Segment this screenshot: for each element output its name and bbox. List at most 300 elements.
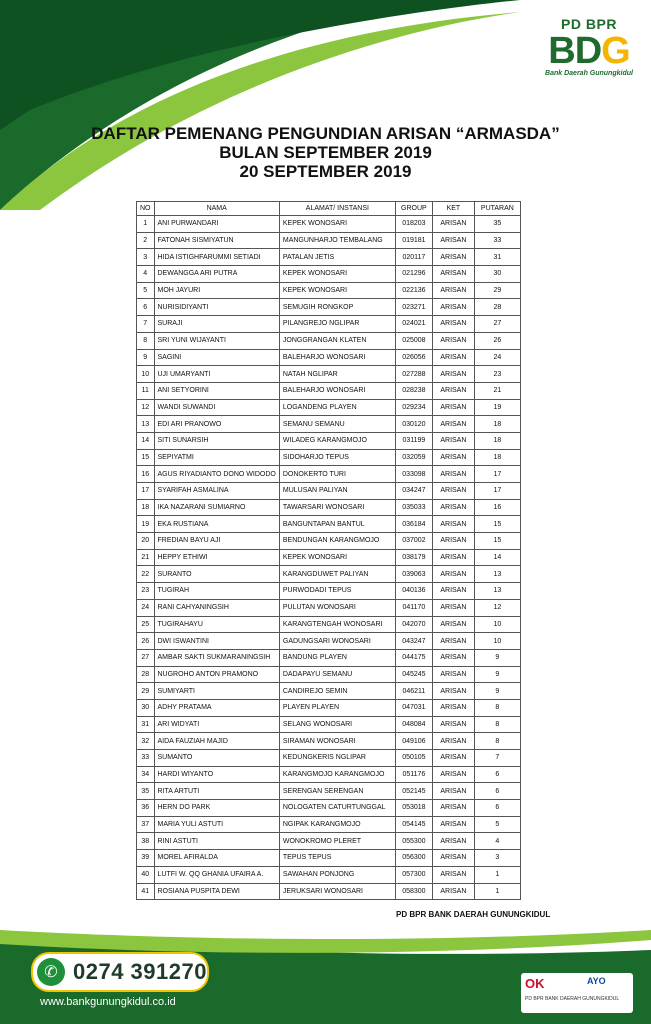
table-cell: KEDUNGKERIS NGLIPAR [279,750,395,767]
table-cell: ARISAN [432,332,474,349]
table-cell: SAWAHAN PONJONG [279,866,395,883]
table-cell: SURANTO [154,566,279,583]
table-cell: ARISAN [432,866,474,883]
table-row [137,399,521,416]
table-cell: DWI ISWANTINI [154,633,279,650]
table-cell: 044175 [395,649,432,666]
table-cell: 33 [474,232,520,249]
table-cell: 035033 [395,499,432,516]
table-cell: 25 [137,616,155,633]
table-row [137,266,521,283]
table-cell: IKA NAZARANI SUMIARNO [154,499,279,516]
table-cell: 023271 [395,299,432,316]
column-header: GROUP [395,202,432,216]
table-cell: 029234 [395,399,432,416]
table-cell: 20 [137,533,155,550]
table-cell: 16 [137,466,155,483]
table-cell: ARISAN [432,549,474,566]
table-cell: ARISAN [432,499,474,516]
table-cell: 052145 [395,783,432,800]
table-cell: 15 [474,533,520,550]
table-cell: 10 [474,633,520,650]
table-cell: ARISAN [432,466,474,483]
table-cell: 26 [474,332,520,349]
table-cell: 9 [137,349,155,366]
table-row [137,616,521,633]
table-cell: MANGUNHARJO TEMBALANG [279,232,395,249]
table-cell: 020117 [395,249,432,266]
table-cell: 5 [474,816,520,833]
table-cell: 050105 [395,750,432,767]
table-cell: 23 [137,583,155,600]
table-row [137,750,521,767]
table-cell: 30 [137,699,155,716]
winners-table [136,201,521,900]
phone-pill[interactable] [31,952,209,992]
table-cell: ARISAN [432,516,474,533]
table-cell: HIDA ISTIGHFARUMMI SETIADI [154,249,279,266]
table-cell: PULUTAN WONOSARI [279,599,395,616]
table-cell: 28 [474,299,520,316]
table-cell: DEWANGGA ARI PUTRA [154,266,279,283]
table-cell: 034247 [395,483,432,500]
table-cell: HARDI WIYANTO [154,766,279,783]
table-cell: KEPEK WONOSARI [279,282,395,299]
table-cell: 10 [474,616,520,633]
table-cell: 13 [474,566,520,583]
table-row [137,382,521,399]
table-cell: LOGANDENG PLAYEN [279,399,395,416]
table-row [137,649,521,666]
table-row [137,800,521,817]
title-line-3: 20 SEPTEMBER 2019 [239,162,412,181]
table-cell: WILADEG KARANGMOJO [279,432,395,449]
table-cell: 038179 [395,549,432,566]
table-cell: 18 [137,499,155,516]
table-cell: 046211 [395,683,432,700]
table-cell: NUGROHO ANTON PRAMONO [154,666,279,683]
table-cell: ANI PURWANDARI [154,216,279,233]
table-cell: 018203 [395,216,432,233]
table-cell: ARISAN [432,633,474,650]
table-cell: ARISAN [432,883,474,900]
ojk-caption: PD BPR BANK DAERAH GUNUNGKIDUL [525,996,620,1002]
table-row [137,699,521,716]
table-row [137,416,521,433]
table-cell: MOREL AFIRALDA [154,850,279,867]
table-cell: TEPUS TEPUS [279,850,395,867]
table-cell: 18 [474,416,520,433]
table-cell: ARISAN [432,683,474,700]
table-cell: HEPPY ETHIWI [154,549,279,566]
table-cell: 38 [137,833,155,850]
table-row [137,816,521,833]
table-cell: KARANGMOJO KARANGMOJO [279,766,395,783]
ayo-bank-logo: AYO [587,976,606,986]
table-cell: 8 [474,699,520,716]
table-cell: ARISAN [432,750,474,767]
table-cell: ARISAN [432,382,474,399]
table-cell: 045245 [395,666,432,683]
table-cell: 9 [474,666,520,683]
table-cell: 31 [474,249,520,266]
logo-subtitle: Bank Daerah Gunungkidul [545,70,633,77]
table-cell: ARISAN [432,583,474,600]
table-cell: ARISAN [432,833,474,850]
table-cell: PLAYEN PLAYEN [279,699,395,716]
table-cell: SUMANTO [154,750,279,767]
table-cell: 21 [474,382,520,399]
table-cell: FREDIAN BAYU AJI [154,533,279,550]
table-cell: SEMUGIH RONGKOP [279,299,395,316]
table-cell: 40 [137,866,155,883]
table-cell: SRI YUNI WIJAYANTI [154,332,279,349]
logo-mark [539,32,639,70]
table-cell: BANDUNG PLAYEN [279,649,395,666]
table-cell: BALEHARJO WONOSARI [279,382,395,399]
table-cell: RITA ARTUTI [154,783,279,800]
table-cell: 35 [474,216,520,233]
table-cell: 24 [474,349,520,366]
table-row [137,449,521,466]
table-cell: AGUS RIYADIANTO DONO WIDODO [154,466,279,483]
table-cell: 8 [137,332,155,349]
table-cell: ARISAN [432,533,474,550]
table-cell: ADHY PRATAMA [154,699,279,716]
table-cell: 16 [474,499,520,516]
table-cell: PURWODADI TEPUS [279,583,395,600]
table-cell: 29 [474,282,520,299]
table-cell: FATONAH SISMIYATUN [154,232,279,249]
table-row [137,566,521,583]
table-cell: BALEHARJO WONOSARI [279,349,395,366]
table-row [137,666,521,683]
logo-letter-g: G [601,30,630,72]
table-cell: 33 [137,750,155,767]
table-cell: KEPEK WONOSARI [279,549,395,566]
table-cell: ARISAN [432,483,474,500]
table-cell: ROSIANA PUSPITA DEWI [154,883,279,900]
table-cell: 32 [137,733,155,750]
table-cell: SUMIYARTI [154,683,279,700]
table-cell: JONGGRANGAN KLATEN [279,332,395,349]
table-cell: 025008 [395,332,432,349]
table-row [137,599,521,616]
table-cell: 6 [474,783,520,800]
table-cell: 049106 [395,733,432,750]
table-cell: 12 [474,599,520,616]
table-cell: ARISAN [432,349,474,366]
table-cell: 23 [474,366,520,383]
table-cell: 9 [474,683,520,700]
table-cell: 036184 [395,516,432,533]
table-cell: SELANG WONOSARI [279,716,395,733]
table-cell: 4 [137,266,155,283]
table-row [137,232,521,249]
table-cell: TUGIRAH [154,583,279,600]
table-cell: TUGIRAHAYU [154,616,279,633]
column-header: KET [432,202,474,216]
table-cell: 047031 [395,699,432,716]
table-row [137,466,521,483]
table-cell: ARISAN [432,249,474,266]
table-cell: BENDUNGAN KARANGMOJO [279,533,395,550]
table-cell: NURISIDIYANTI [154,299,279,316]
table-cell: 30 [474,266,520,283]
table-cell: WANDI SUWANDI [154,399,279,416]
table-cell: ARISAN [432,599,474,616]
table-cell: AMBAR SAKTI SUKMARANINGSIH [154,649,279,666]
table-cell: 1 [474,866,520,883]
table-cell: 043247 [395,633,432,650]
table-cell: ARISAN [432,649,474,666]
table-cell: 35 [137,783,155,800]
table-cell: 15 [474,516,520,533]
table-cell: ARISAN [432,299,474,316]
table-cell: SAGINI [154,349,279,366]
table-cell: 041170 [395,599,432,616]
table-cell: ARISAN [432,850,474,867]
table-cell: 024021 [395,316,432,333]
table-cell: PATALAN JETIS [279,249,395,266]
table-cell: ARISAN [432,666,474,683]
table-cell: 026056 [395,349,432,366]
table-cell: 18 [474,449,520,466]
table-row [137,332,521,349]
table-cell: 027288 [395,366,432,383]
table-cell: 19 [474,399,520,416]
table-cell: SYARIFAH ASMALINA [154,483,279,500]
table-cell: 12 [137,399,155,416]
table-cell: 7 [474,750,520,767]
table-cell: 29 [137,683,155,700]
table-row [137,583,521,600]
table-cell: 8 [474,716,520,733]
table-cell: EKA RUSTIANA [154,516,279,533]
table-cell: UJI UMARYANTI [154,366,279,383]
table-cell: MULUSAN PALIYAN [279,483,395,500]
table-row [137,432,521,449]
table-cell: 18 [474,432,520,449]
table-cell: JERUKSARI WONOSARI [279,883,395,900]
table-cell: AIDA FAUZIAH MAJID [154,733,279,750]
table-cell: 22 [137,566,155,583]
table-cell: 34 [137,766,155,783]
phone-number: 0274 391270 [73,959,207,984]
table-cell: 11 [137,382,155,399]
table-cell: 030120 [395,416,432,433]
table-cell: PILANGREJO NGLIPAR [279,316,395,333]
table-cell: 056300 [395,850,432,867]
table-cell: 042070 [395,616,432,633]
table-cell: KARANGDUWET PALIYAN [279,566,395,583]
table-row [137,533,521,550]
table-cell: ANI SETYORINI [154,382,279,399]
table-cell: ARISAN [432,282,474,299]
table-cell: 31 [137,716,155,733]
table-row [137,483,521,500]
table-cell: WONOKROMO PLERET [279,833,395,850]
table-cell: 36 [137,800,155,817]
table-cell: 27 [137,649,155,666]
table-cell: ARISAN [432,316,474,333]
table-cell: RINI ASTUTI [154,833,279,850]
table-body [137,216,521,900]
table-cell: 040136 [395,583,432,600]
table-cell: 033098 [395,466,432,483]
table-cell: KARANGTENGAH WONOSARI [279,616,395,633]
table-cell: 055300 [395,833,432,850]
table-row [137,516,521,533]
column-header: NAMA [154,202,279,216]
table-row [137,716,521,733]
table-cell: 3 [137,249,155,266]
title-line-2: BULAN SEPTEMBER 2019 [219,143,432,162]
table-cell: 053018 [395,800,432,817]
table-cell: SEPIYATMI [154,449,279,466]
table-cell: 021296 [395,266,432,283]
table-cell: 14 [474,549,520,566]
table-cell: 022136 [395,282,432,299]
table-cell: KEPEK WONOSARI [279,216,395,233]
table-row [137,633,521,650]
logo-top-text: PD BPR [561,16,617,32]
table-cell: SITI SUNARSIH [154,432,279,449]
table-cell: 17 [137,483,155,500]
table-cell: 5 [137,282,155,299]
table-cell: 039063 [395,566,432,583]
table-cell: DADAPAYU SEMANU [279,666,395,683]
table-row [137,833,521,850]
table-cell: ARI WIDYATI [154,716,279,733]
table-cell: KEPEK WONOSARI [279,266,395,283]
table-row [137,683,521,700]
table-cell: ARISAN [432,800,474,817]
table-cell: ARISAN [432,449,474,466]
table-row [137,282,521,299]
table-cell: GADUNGSARI WONOSARI [279,633,395,650]
table-cell: 10 [137,366,155,383]
table-cell: 26 [137,633,155,650]
table-cell: LUTFI W. QQ GHANIA UFAIRA A. [154,866,279,883]
table-row [137,783,521,800]
table-cell: MARIA YULI ASTUTI [154,816,279,833]
column-header: ALAMAT/ INSTANSI [279,202,395,216]
website-link[interactable]: www.bankgunungkidul.co.id [40,996,176,1008]
table-cell: SURAJI [154,316,279,333]
table-cell: HERN DO PARK [154,800,279,817]
table-cell: 13 [137,416,155,433]
table-cell: SERENGAN SERENGAN [279,783,395,800]
table-row [137,883,521,900]
table-cell: 15 [137,449,155,466]
table-cell: 4 [474,833,520,850]
table-cell: 2 [137,232,155,249]
table-cell: 19 [137,516,155,533]
table-cell: MOH JAYURI [154,282,279,299]
document-title [0,124,651,181]
table-cell: RANI CAHYANINGSIH [154,599,279,616]
table-cell: 032059 [395,449,432,466]
table-cell: 14 [137,432,155,449]
table-cell: 054145 [395,816,432,833]
table-row [137,349,521,366]
table-cell: ARISAN [432,699,474,716]
table-cell: 6 [474,800,520,817]
table-cell: BANGUNTAPAN BANTUL [279,516,395,533]
bank-logo [539,16,639,77]
table-cell: 28 [137,666,155,683]
table-cell: 3 [474,850,520,867]
logo-letters-bd: BD [548,30,602,72]
table-cell: ARISAN [432,432,474,449]
table-cell: 13 [474,583,520,600]
table-row [137,249,521,266]
table-cell: 37 [137,816,155,833]
table-cell: ARISAN [432,416,474,433]
table-cell: 6 [137,299,155,316]
table-cell: SEMANU SEMANU [279,416,395,433]
table-cell: 39 [137,850,155,867]
table-row [137,766,521,783]
table-cell: TAWARSARI WONOSARI [279,499,395,516]
title-line-1: DAFTAR PEMENANG PENGUNDIAN ARISAN “ARMASDA” [91,124,560,143]
table-cell: ARISAN [432,716,474,733]
table-cell: ARISAN [432,616,474,633]
table-cell: 27 [474,316,520,333]
table-cell: ARISAN [432,766,474,783]
table-cell: DONOKERTO TURI [279,466,395,483]
table-row [137,316,521,333]
table-row [137,850,521,867]
table-cell: 17 [474,466,520,483]
table-cell: ARISAN [432,266,474,283]
table-cell: NATAH NGLIPAR [279,366,395,383]
table-cell: 41 [137,883,155,900]
table-cell: ARISAN [432,566,474,583]
table-cell: SIDOHARJO TEPUS [279,449,395,466]
table-cell: 1 [137,216,155,233]
signatory: PD BPR BANK DAERAH GUNUNGKIDUL [396,910,551,919]
table-cell: ARISAN [432,816,474,833]
table-cell: NGIPAK KARANGMOJO [279,816,395,833]
table-cell: 019181 [395,232,432,249]
ojk-logo: OK [525,976,545,991]
table-cell: 17 [474,483,520,500]
table-header-row [137,202,521,216]
table-cell: 21 [137,549,155,566]
table-cell: ARISAN [432,216,474,233]
table-row [137,499,521,516]
table-row [137,299,521,316]
table-row [137,866,521,883]
ojk-badge [521,973,633,1013]
table-cell: 037002 [395,533,432,550]
table-row [137,733,521,750]
table-cell: 028238 [395,382,432,399]
table-cell: NOLOGATEN CATURTUNGGAL [279,800,395,817]
table-row [137,216,521,233]
table-cell: ARISAN [432,366,474,383]
table-cell: 048084 [395,716,432,733]
table-cell: 9 [474,649,520,666]
table-cell: SIRAMAN WONOSARI [279,733,395,750]
table-cell: 057300 [395,866,432,883]
table-cell: 1 [474,883,520,900]
column-header: PUTARAN [474,202,520,216]
column-header: NO [137,202,155,216]
table-cell: ARISAN [432,733,474,750]
